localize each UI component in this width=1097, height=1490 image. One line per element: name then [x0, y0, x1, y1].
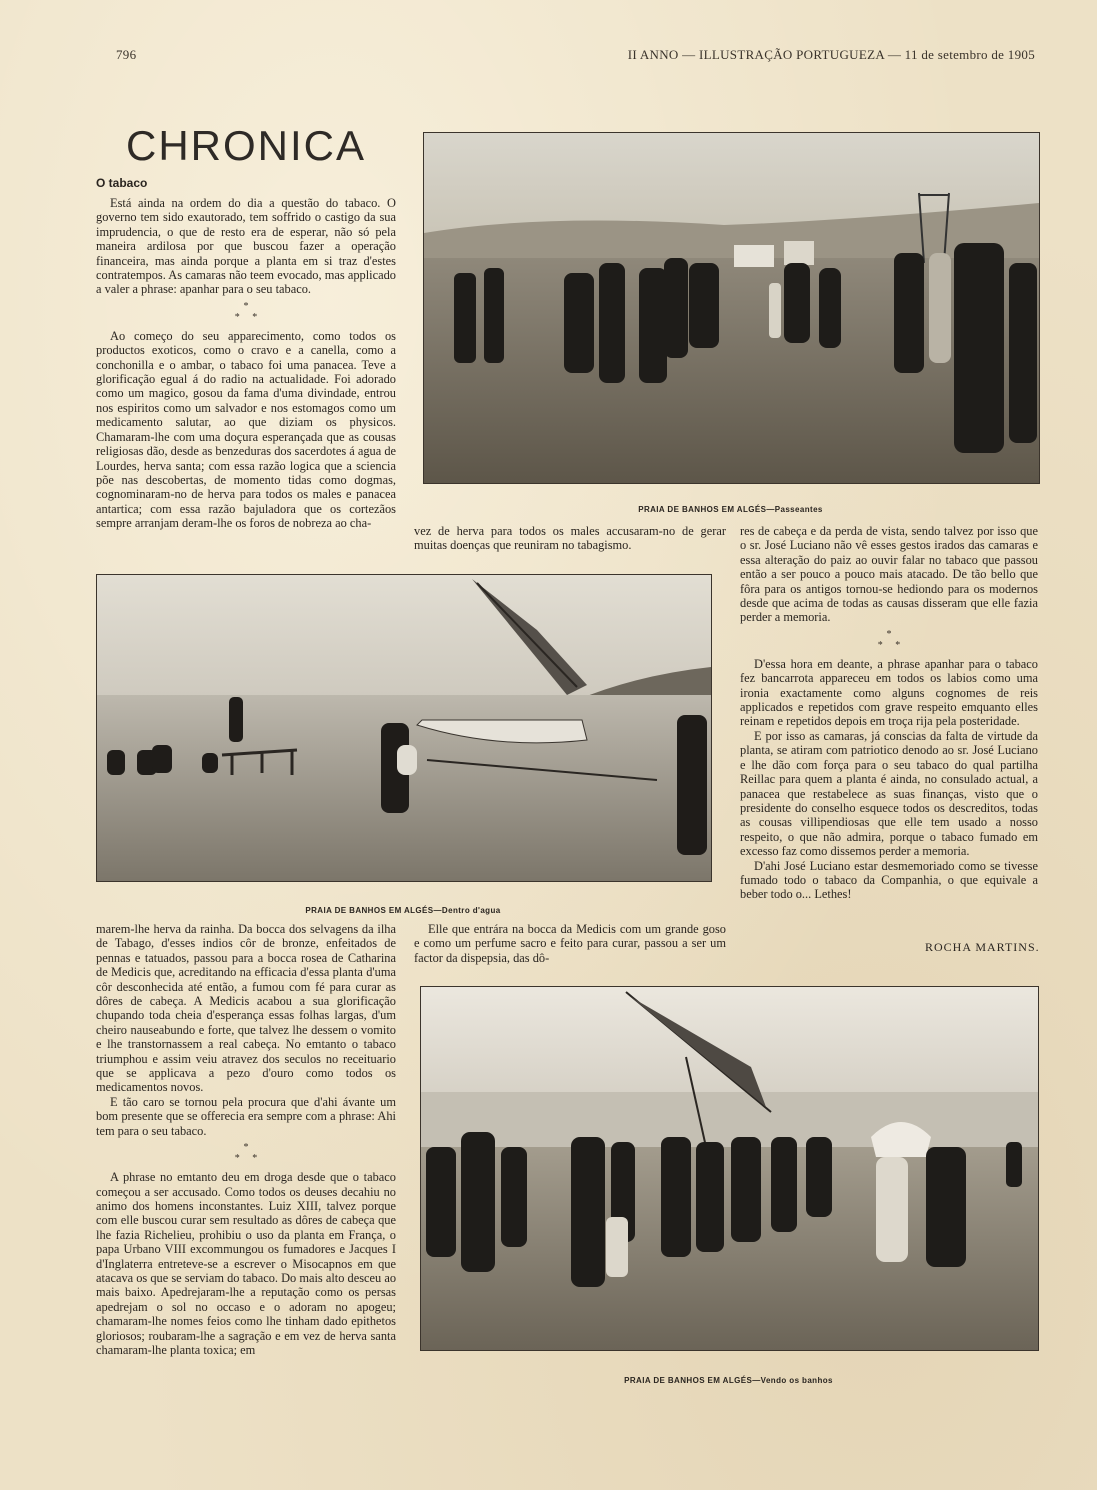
article-title: CHRONICA	[126, 122, 367, 169]
section-divider-stars: * * *	[234, 1142, 258, 1165]
photo-caption-passeantes: PRAIA DE BANHOS EM ALGÉS—Passeantes	[638, 505, 823, 514]
photo-vendo-os-banhos	[420, 986, 1039, 1351]
photo-caption-vendo-os-banhos: PRAIA DE BANHOS EM ALGÉS—Vendo os banhos	[624, 1376, 833, 1385]
paragraph: marem-lhe herva da rainha. Da bocca dos selvagens da ilha de Tabago, d'esses indios côr de bronze, enfeitados de pennas e tatuados, passou para a bocca rosea de Catharina de Medicis que, acreditando na efficacia d'essa planta d'uma côr desconhecida até então, a fumou com fé para curar as dôres de cabeça. A Medicis acabou a sua glorificação chupando toda cheia d'esperança essas folhas largas, d'um cheiro nauseabundo e forte, que talvez lhe dessem o vomito e lhe transtornassem a real cabeça. No emtanto o tabaco triumphou e assim veiu atravez dos seculos no receituario que se applicava a pezo d'ouro como todos os medicamentos novos.	[96, 922, 396, 1095]
paragraph: E por isso as camaras, já conscias da falta de virtude da planta, se atiram com patriotico denodo ao sr. José Luciano e lhe dão com força para o seu tabaco do qual partilha Reillac para quem a planta é ainda, no consulado actual, a panacea que restabelece as suas finanças, visto que o presidente do conselho esquece todos os descreditos, todas as cousas villipendiosas que elle tem usado a nosso respeito, o que não admira, porque o tabaco fumado em excesso faz como dissemos perder a memoria.	[740, 728, 1038, 859]
paragraph: res de cabeça e da perda de vista, sendo talvez por isso que o sr. José Luciano não vê esses gestos irados das camaras e essa alteração do paiz ao ouvir falar no tabaco que passou então a ser pouco a pouco mais atacado. De tão bello que fôra para os antigos tornou-se hediondo para os modernos desde que acima de todas as causas disseram que elle fazia perder a memoria.	[740, 524, 1038, 625]
photo-passeantes	[423, 132, 1040, 484]
paragraph: D'essa hora em deante, a phrase apanhar para o tabaco fez bancarrota appareceu em todos os labios como uma ironia exactamente como alguns cognomes de reis applicados e repetidos com grave respeito emquanto elles reinam e repetidos depois em troça rija pela posteridade.	[740, 656, 1038, 729]
beach-crowd-image	[424, 133, 1039, 483]
article-subtitle: O tabaco	[96, 176, 148, 190]
paragraph: Elle que entrára na bocca da Medicis com um grande goso e como um perfume sacro e feito para curar, passou a ser um factor da dispepsia, das dô-	[414, 922, 726, 965]
paragraph: Está ainda na ordem do dia a questão do tabaco. O governo tem sido exautorado, tem soffrido o castigo da sua imprudencia, o que de resto era de esperar, não só pela maneira ardilosa por que buscou fazer a operação financeira, mas ainda porque a planta em si traz d'estes contratempos. As camaras não teem evocado, mas applicado a valer a phrase: apanhar para o seu tabaco.	[96, 196, 396, 297]
column-1-top	[96, 196, 396, 531]
author-signature: ROCHA MARTINS.	[925, 940, 1040, 954]
paragraph: E tão caro se tornou pela procura que d'ahi ávante um bom presente que se offerecia era sempre com a phrase: Ahi tem para o seu tabaco.	[96, 1094, 396, 1138]
paragraph: D'ahi José Luciano estar desmemoriado como se tivesse fumado todo o tabaco da Companhia, o que equivale a beber todo o... Lethes!	[740, 858, 1038, 902]
paragraph: vez de herva para todos os males accusaram-no de gerar muitas doenças que reuniram no tabagismo.	[414, 524, 726, 553]
page-number: 796	[116, 47, 137, 62]
paragraph: Ao começo do seu apparecimento, como todos os productos exoticos, como o cravo e a canella, como a conchonilla e o ambar, o tabaco foi uma panacea. Teve a glorificação egual á do radio na actualidade. Foi adorado como um magico, gosou da fama d'uma divindade, entrou nos espiritos como um salvador e nos estomagos como um medicamento salutar, ao que diziam os physicos. Chamaram-lhe com uma doçura esperançada que as cousas religiosas dão, desde as benzeduras dos sacerdotes á agua de Lourdes, herva santa; com essa razão logica que a sciencia põe nas descobertas, de momento tidas como dogmas, cognominaram-no de herva para todos os males e panacea antartica; com essa razão bajuladora que os cortezãos sempre arranjam deram-lhe os foros de nobreza ao cha-	[96, 328, 397, 531]
photo-caption-dentro-dagua: PRAIA DE BANHOS EM ALGÉS—Dentro d'agua	[305, 906, 501, 915]
column-1-bottom	[96, 922, 396, 1357]
running-header: II ANNO — ILLUSTRAÇÃO PORTUGUEZA — 11 de setembro de 1905	[627, 47, 1035, 62]
column-2-bottom	[414, 922, 726, 965]
section-divider-stars: * * *	[877, 628, 901, 651]
section-divider-stars: * * *	[234, 300, 258, 323]
photo-dentro-dagua	[96, 574, 712, 882]
column-2-top	[414, 524, 726, 553]
beach-water-image	[97, 575, 711, 881]
column-3	[740, 524, 1038, 902]
beach-onlookers-image	[421, 987, 1038, 1350]
paragraph: A phrase no emtanto deu em droga desde que o tabaco começou a ser accusado. Como todos os deuses decahiu no animo dos homens inconstantes. Luiz XIII, talvez porque com elle buscou curar sem resultado as dôres de cabeça que lhe fazia Richelieu, prohibiu o uso da planta em França, o papa Urbano VIII excommungou os fumadores e Jacques I d'Inglaterra entreteve-se a escrever o Misocapnos em que atacava os que se serviam do tabaco. Do mais alto desceu ao mais baixo. Apedrejaram-lhe a reputação como os persas apedrejam o sol no occaso e o adoram no apogeu; chamaram-lhe nomes feios como lhe tinham dado epithetos gloriosos; roubaram-lhe a sagração e em vez de herva santa chamaram-lhe planta toxica; em	[96, 1170, 397, 1357]
